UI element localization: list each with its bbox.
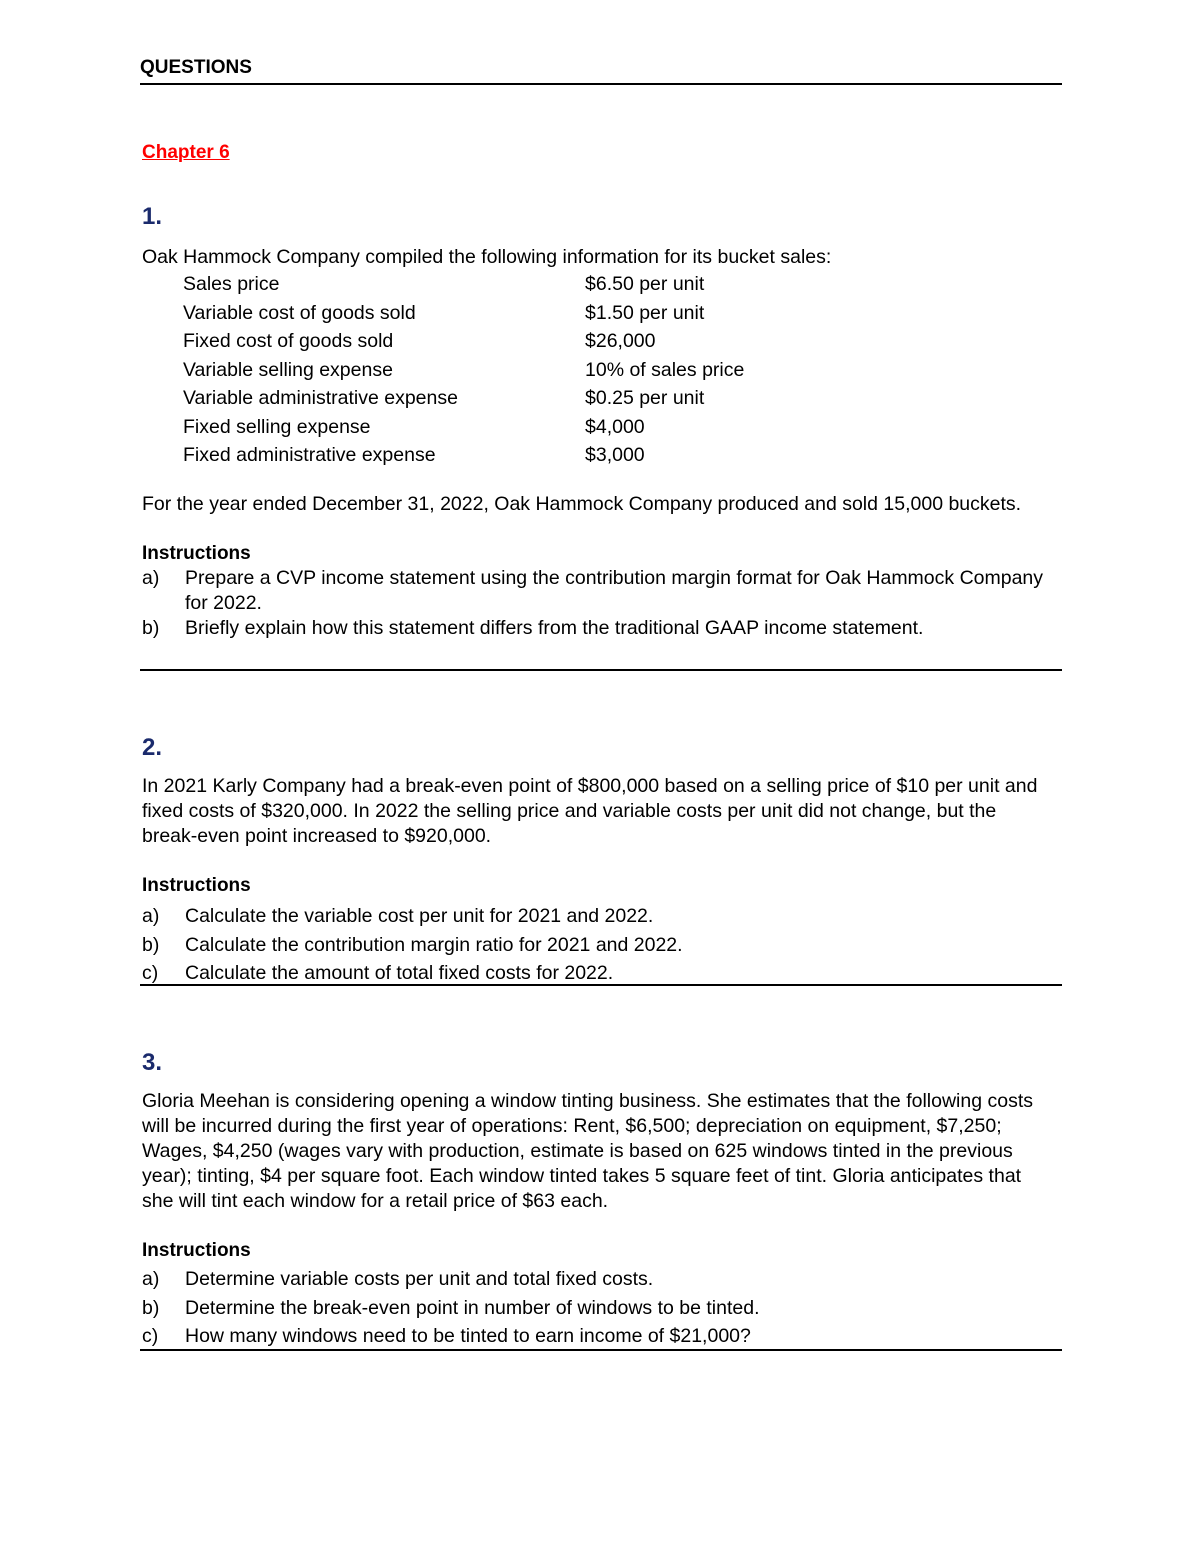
question-3: [140, 1049, 1062, 1351]
cost-label: Fixed selling expense: [183, 415, 371, 438]
section-divider: [140, 984, 1062, 986]
cost-label: Variable selling expense: [183, 358, 393, 381]
cost-row: [140, 270, 1062, 299]
cost-row: [140, 413, 1062, 442]
instruction-item: [140, 902, 1062, 931]
instruction-text: Prepare a CVP income statement using the contribution margin format for Oak Hammock Company for 2022.: [185, 566, 1044, 614]
header-title: QUESTIONS: [140, 57, 252, 78]
cost-label: Variable cost of goods sold: [183, 301, 416, 324]
cost-table: [140, 270, 1062, 470]
instruction-list: [140, 902, 1062, 988]
instruction-text: Calculate the amount of total fixed costs for 2022.: [185, 962, 614, 984]
cost-value: $26,000: [585, 330, 656, 352]
instructions-title: Instructions: [142, 542, 251, 564]
section-divider: [140, 669, 1062, 671]
instruction-letter: b): [142, 616, 160, 639]
instruction-letter: a): [142, 566, 160, 589]
instruction-letter: a): [142, 1268, 160, 1290]
cost-value: $0.25 per unit: [585, 387, 705, 409]
cost-row: [140, 384, 1062, 413]
instruction-letter: a): [142, 905, 160, 927]
instruction-text: Briefly explain how this statement differs from the traditional GAAP income statement.: [185, 616, 924, 639]
cost-value: $6.50 per unit: [585, 273, 705, 295]
instruction-letter: b): [142, 1296, 160, 1319]
cost-label: Fixed cost of goods sold: [183, 330, 394, 352]
instructions-title: Instructions: [142, 875, 251, 896]
instruction-letter: c): [142, 1325, 159, 1347]
section-divider: [140, 1349, 1062, 1351]
instruction-list: [140, 1265, 1062, 1351]
question-number: 2.: [142, 734, 163, 761]
instruction-item: [140, 931, 1062, 960]
cost-label: Fixed administrative expense: [183, 444, 436, 466]
instruction-item: [140, 566, 1062, 616]
page-header: [140, 56, 1062, 85]
cost-value: $4,000: [585, 415, 645, 438]
instruction-text: Determine the break-even point in number of windows to be tinted.: [185, 1296, 760, 1319]
instruction-item: [140, 1265, 1062, 1294]
instruction-text: Calculate the variable cost per unit for 2021 and 2022.: [185, 905, 654, 927]
instruction-letter: b): [142, 933, 160, 956]
cost-row: [140, 441, 1062, 470]
instruction-text: Determine variable costs per unit and total fixed costs.: [185, 1268, 654, 1290]
instruction-text: Calculate the contribution margin ratio for 2021 and 2022.: [185, 933, 683, 956]
instruction-text: How many windows need to be tinted to earn income of $21,000?: [185, 1325, 751, 1347]
chapter-title: Chapter 6: [142, 142, 230, 163]
cost-row: [140, 356, 1062, 385]
question-number: 1.: [142, 203, 163, 230]
cost-row: [140, 327, 1062, 356]
question-1: [140, 203, 1062, 641]
instruction-item: [140, 1294, 1062, 1323]
question-summary: For the year ended December 31, 2022, Oak Hammock Company produced and sold 15,000 buckets.: [142, 492, 1022, 515]
question-2: [140, 734, 1062, 988]
instruction-item: [140, 616, 1062, 641]
instruction-letter: c): [142, 962, 159, 984]
instruction-item: [140, 1322, 1062, 1351]
cost-row: [140, 299, 1062, 328]
cost-label: Sales price: [183, 273, 280, 295]
question-body: Gloria Meehan is considering opening a window tinting business. She estimates that the following costs will be incurred during the first year of operations: Rent, $6,500; depreciation on equipment, $7,250; Wages, $4,250 (wages vary with production, estimate is based on 625 windows tinted in the previous year); tinting, $4 per square foot. Each window tinted takes 5 square feet of tint. Gloria anticipates that she will tint each window for a retail price of $63 each.: [142, 1090, 1034, 1212]
instructions-title: Instructions: [142, 1240, 251, 1261]
question-intro: Oak Hammock Company compiled the following information for its bucket sales:: [142, 246, 832, 268]
question-body: In 2021 Karly Company had a break-even point of $800,000 based on a selling price of $10 per unit and fixed costs of $320,000. In 2022 the selling price and variable costs per unit did not change, but the break-even point increased to $920,000.: [142, 775, 1038, 847]
cost-value: $3,000: [585, 444, 645, 466]
question-number: 3.: [142, 1049, 163, 1076]
cost-value: $1.50 per unit: [585, 301, 705, 324]
cost-label: Variable administrative expense: [183, 387, 458, 409]
cost-value: 10% of sales price: [585, 358, 745, 381]
